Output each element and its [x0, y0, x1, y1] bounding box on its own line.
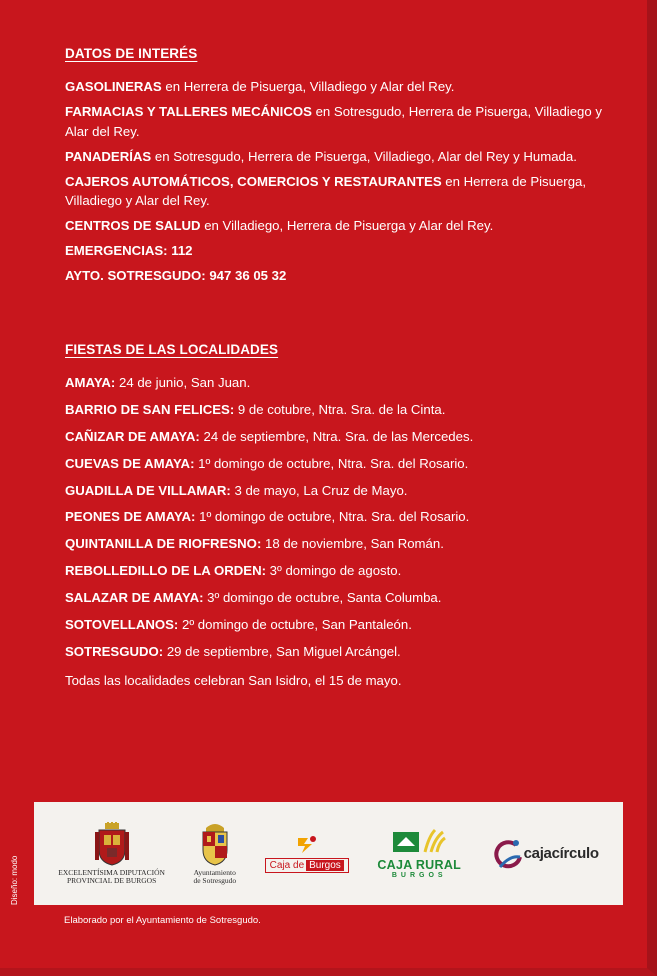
design-credit: Diseño: modo — [10, 855, 19, 905]
fiesta-item — [65, 427, 625, 447]
fiesta-text: 18 de noviembre, San Román. — [261, 536, 444, 552]
cajacirculo-text: cajacírculo — [523, 845, 599, 862]
datos-item — [65, 77, 625, 97]
datos-item — [65, 216, 625, 236]
sponsor-logo-panel — [34, 802, 623, 905]
cajarural-mark-icon — [391, 828, 447, 856]
fiesta-place: CAÑIZAR DE AMAYA: — [65, 428, 200, 444]
fiestas-title: FIESTAS DE LAS LOCALIDADES — [65, 342, 279, 357]
cajaburgos-logo — [265, 834, 349, 873]
datos-text: en Herrera de Pisuerga, Villadiego y Alar del Rey. — [65, 173, 587, 208]
fiesta-text: 24 de junio, San Juan. — [115, 375, 251, 390]
fiesta-item — [65, 454, 625, 474]
fiesta-place: PEONES DE AMAYA: — [65, 509, 196, 525]
fiesta-text: 2º domingo de octubre, San Pantaleón. — [178, 617, 412, 633]
fiesta-text: 3º domingo de octubre, Santa Columba. — [203, 590, 442, 606]
fiesta-place: REBOLLEDILLO DE LA ORDEN: — [65, 563, 266, 579]
cajaburgos-mark-icon — [296, 834, 318, 854]
cajarural-name: CAJA RURAL — [377, 858, 462, 872]
datos-label: AYTO. SOTRESGUDO: 947 36 05 32 — [65, 268, 287, 283]
datos-label: CENTROS DE SALUD — [65, 218, 201, 233]
datos-text: en Sotresgudo, Herrera de Pisuerga, Villadiego y Alar del Rey. — [65, 104, 602, 139]
ayuntamiento-logo — [193, 822, 236, 886]
fiesta-place: SOTOVELLANOS: — [65, 617, 179, 633]
fiesta-item — [65, 373, 625, 393]
cajacirculo-ring-icon — [490, 837, 524, 871]
fiesta-item — [65, 642, 625, 662]
datos-label: PANADERÍAS — [65, 148, 152, 164]
fiesta-place: SALAZAR DE AMAYA: — [65, 590, 204, 606]
emergencias — [65, 241, 625, 261]
fiesta-text: 3 de mayo, La Cruz de Mayo. — [230, 482, 408, 498]
datos-label: GASOLINERAS — [65, 79, 162, 94]
ayuntamiento-crest-icon — [200, 822, 230, 866]
fiesta-item — [65, 400, 625, 420]
fiesta-place: BARRIO DE SAN FELICES: — [65, 401, 235, 417]
fiesta-item — [65, 534, 625, 554]
fiesta-item — [65, 588, 625, 608]
fiesta-text: 3º domingo de agosto. — [265, 563, 402, 579]
fiesta-item — [65, 507, 625, 527]
datos-label: FARMACIAS Y TALLERES MECÁNICOS — [65, 104, 312, 119]
fiesta-text: 1º domingo de octubre, Ntra. Sra. del Rosario. — [194, 455, 469, 471]
ayuntamiento-phone — [65, 266, 625, 286]
cajarural-logo — [377, 828, 461, 879]
datos-title: DATOS DE INTERÉS — [65, 46, 198, 61]
diputacion-caption: EXCELENTÍSIMA DIPUTACIÓN PROVINCIAL DE BURGOS — [58, 867, 165, 885]
fiesta-item — [65, 615, 625, 635]
datos-item — [65, 172, 625, 211]
cajacirculo-wordmark — [490, 837, 599, 871]
fiestas-section — [65, 342, 625, 688]
fiesta-item — [65, 561, 625, 581]
fiesta-place: CUEVAS DE AMAYA: — [65, 455, 195, 471]
ayuntamiento-caption: Ayuntamiento de Sotresgudo — [193, 867, 237, 885]
datos-item — [65, 147, 625, 167]
diputacion-crest-icon — [95, 822, 129, 866]
fiesta-text: 1º domingo de octubre, Ntra. Sra. del Rosario. — [195, 509, 470, 525]
cajaburgos-wordmark — [265, 858, 349, 873]
fiesta-place: AMAYA: — [65, 375, 116, 390]
cajarural-sub: BURGOS — [391, 872, 447, 879]
diputacion-logo — [58, 822, 165, 886]
cajaburgos-text-a: Caja de — [269, 860, 305, 871]
datos-text: en Villadiego, Herrera de Pisuerga y Alar del Rey. — [200, 218, 494, 233]
fiesta-place: GUADILLA DE VILLAMAR: — [65, 482, 231, 498]
closing-note: Todas las localidades celebran San Isidro, el 15 de mayo. — [65, 673, 402, 689]
datos-text: en Herrera de Pisuerga, Villadiego y Alar del Rey. — [161, 79, 455, 94]
datos-label: EMERGENCIAS: 112 — [65, 243, 193, 258]
fiesta-item — [65, 481, 625, 501]
datos-item — [65, 102, 625, 141]
fiesta-text: 29 de septiembre, San Miguel Arcángel. — [163, 643, 401, 659]
datos-text: en Sotresgudo, Herrera de Pisuerga, Villadiego, Alar del Rey y Humada. — [151, 148, 577, 164]
fiesta-place: QUINTANILLA DE RIOFRESNO: — [65, 536, 262, 552]
cajaburgos-text-b: Burgos — [306, 860, 344, 871]
fiesta-place: SOTRESGUDO: — [65, 643, 164, 659]
footer-text: Elaborado por el Ayuntamiento de Sotresgudo. — [64, 915, 261, 926]
datos-section — [65, 46, 625, 291]
datos-label: CAJEROS AUTOMÁTICOS, COMERCIOS Y RESTAURANTES — [65, 173, 442, 189]
cajacirculo-logo — [490, 837, 599, 871]
fiesta-text: 24 de septiembre, Ntra. Sra. de las Mercedes. — [199, 428, 474, 444]
fiesta-text: 9 de cotubre, Ntra. Sra. de la Cinta. — [234, 401, 446, 417]
